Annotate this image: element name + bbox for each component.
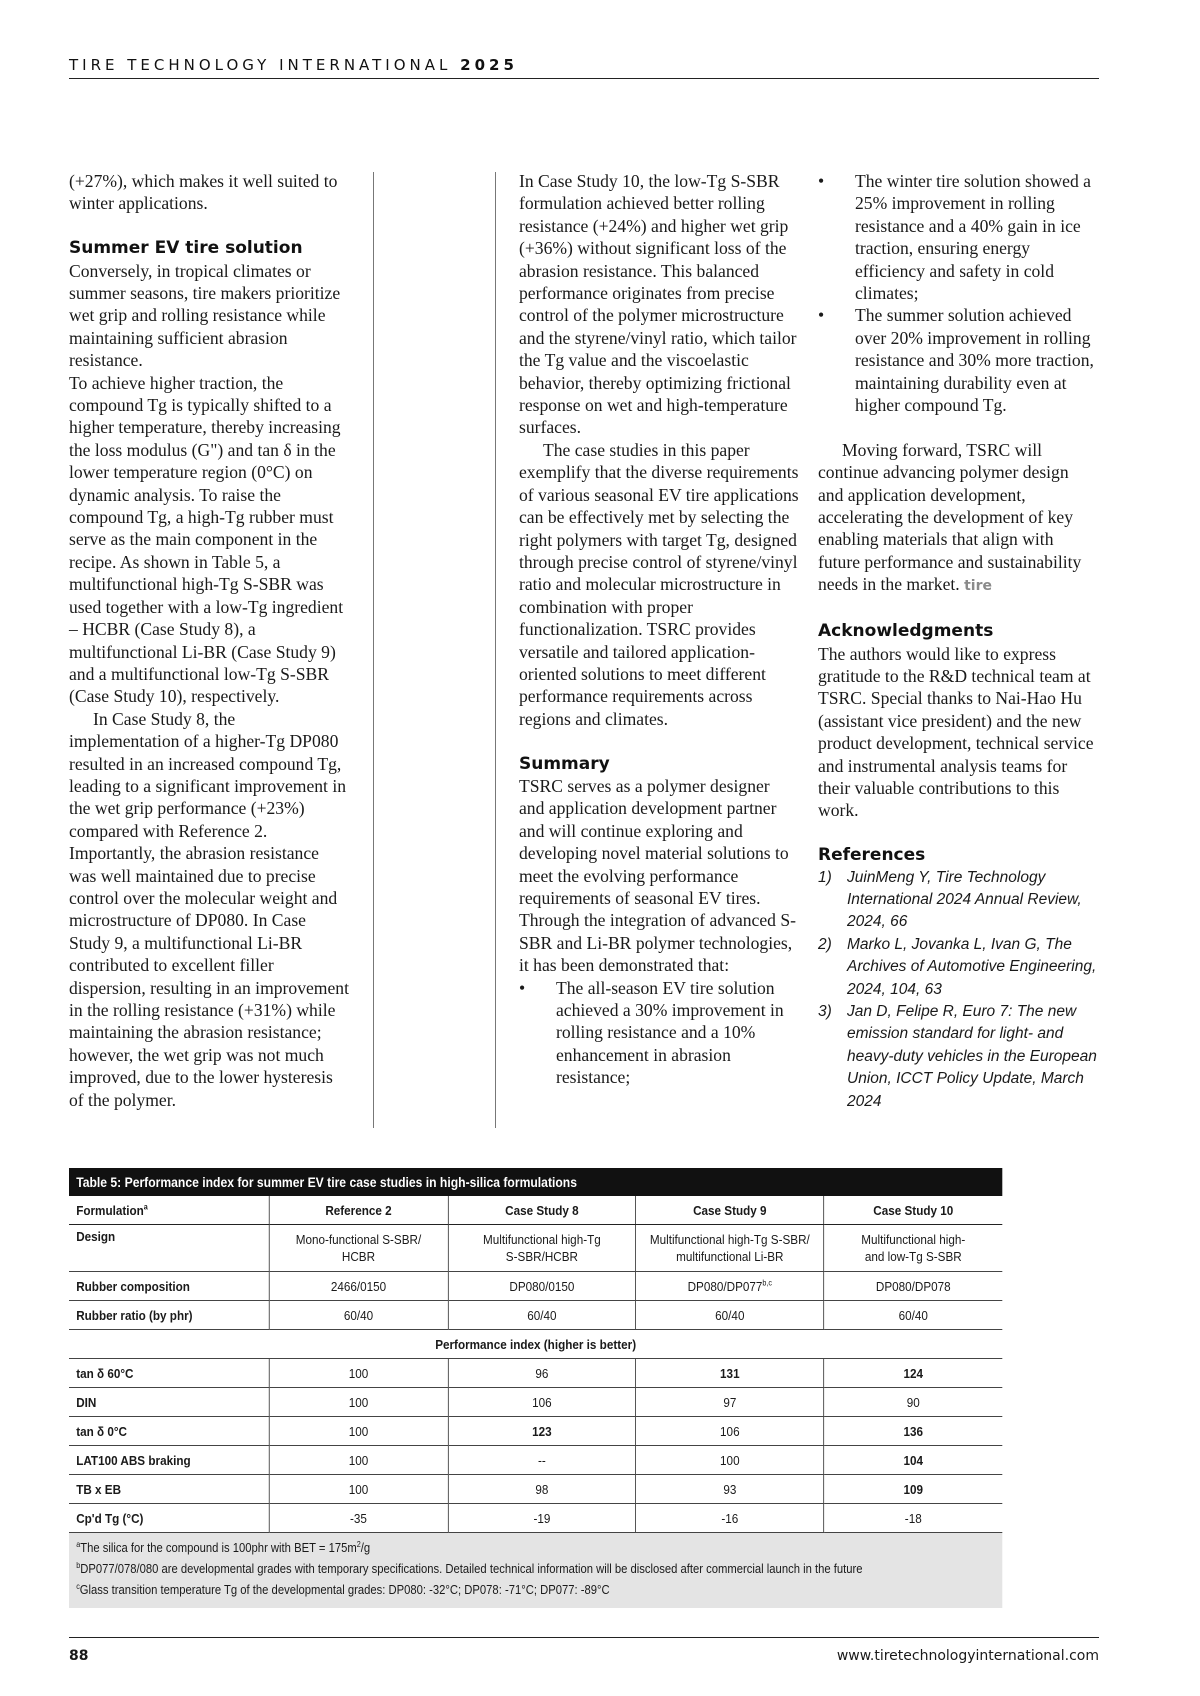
reference-item: 3) Jan D, Felipe R, Euro 7: The new emission standard for light- and heavy-duty vehicles in the European Union, ICCT Policy Update, March 2024 (818, 1002, 1097, 1110)
col3-paragraph-1 (818, 439, 1098, 598)
heading-summary: Summary (519, 753, 610, 774)
heading-summer-ev: Summer EV tire solution (69, 238, 303, 259)
running-head (69, 56, 1099, 74)
col1-paragraph-1: Conversely, in tropical climates or summer seasons, tire makers prioritize wet grip and rolling resistance while maintaining sufficient abrasion resistance. (69, 260, 341, 371)
table-row-design: Design Mono-functional S-SBR/ HCBR Multifunctional high-Tg S-SBR/HCBR Multifunctional high-Tg S-SBR/ multifunctional Li-BR Multifunctional high- and low-Tg S-SBR (69, 1225, 1002, 1272)
bullet-summer: • The summer solution achieved over 20% improvement in rolling resistance and 30% more traction, maintaining durability even at higher compound Tg. (818, 304, 1098, 416)
header-formulation: Formulation$^a$ (69, 1196, 269, 1225)
page-number: 88 (69, 1648, 89, 1664)
issue-year: 2025 (460, 56, 518, 74)
references-list (818, 867, 1098, 1113)
table-row: tan δ 60°C 100 96 131 124 (69, 1359, 1002, 1388)
table-row: Cp'd Tg (°C) -35 -19 -16 -18 (69, 1504, 1002, 1533)
bullet-list-2 (818, 170, 1098, 416)
col1-paragraph-0: (+27%), which makes it well suited to winter applications. (69, 171, 338, 214)
bullet-list-1 (519, 977, 799, 1089)
table-row-perf-heading: Performance index (higher is better) (69, 1330, 1002, 1359)
table-title: Table 5: Performance index for summer EV tire case studies in high-silica formulations (69, 1168, 1002, 1196)
reference-item: 1) JuinMeng Y, Tire Technology International 2024 Annual Review, 2024, 66 (818, 868, 1082, 931)
col1-paragraph-3: In Case Study 8, the implementation of a higher-Tg DP080 resulted in an increased compound Tg, leading to a significant improvement in the wet grip performance (+23%) compared with Reference 2. Importantly, the abrasion resistance was well maintained due to precise control over the molecular weight and microstructure of DP080. In Case Study 9, a multifunctional Li-BR contributed to excellent filler dispersion, resulting in an improvement in the rolling resistance (+31%) while maintaining the abrasion resistance; however, the wet grip was not much improved, due to the lower hysteresis of the polymer. (69, 708, 349, 1110)
acknowledgments-text: The authors would like to express gratitude to the R&D technical team at TSRC. Special thanks to Nai-Hao Hu (assistant vice president) and the new product development, technical service and instrumental analysis teams for their valuable contributions to this work. (818, 643, 1094, 821)
header-rule (69, 78, 1099, 79)
performance-table (69, 1168, 1002, 1533)
column-1 (69, 170, 349, 1111)
column-rule-2 (495, 172, 496, 1128)
column-3 (818, 170, 1098, 1113)
table-row: tan δ 0°C 100 123 106 136 (69, 1417, 1002, 1446)
col2-paragraph-2: The case studies in this paper exemplify that the diverse requirements of various seasonal EV tire applications can be effectively met by selecting the right polymers with target Tg, designed through precise control of styrene/vinyl ratio and molecular microstructure in combination with proper functionalization. TSRC provides versatile and tailored application-oriented solutions to meet different performance requirements across regions and climates. (519, 439, 799, 729)
col3-paragraph-text: Moving forward, TSRC will continue advancing polymer design and application development, accelerating the development of key enabling materials that align with future performance and sustainability needs in the market. (818, 439, 1082, 595)
header-case-study-9: Case Study 9 (636, 1196, 824, 1225)
header-reference-2: Reference 2 (269, 1196, 448, 1225)
header-case-study-10: Case Study 10 (824, 1196, 1003, 1225)
table-row-ratio: Rubber ratio (by phr) 60/40 60/40 60/40 60/40 (69, 1301, 1002, 1330)
website-url: www.tiretechnologyinternational.com (836, 1648, 1099, 1664)
col2-paragraph-3: TSRC serves as a polymer designer and application development partner and will continue exploring and developing novel material solutions to meet the evolving performance requirements of seasonal EV tires. Through the integration of advanced S-SBR and Li-BR polymer technologies, it has been demonstrated that: (519, 775, 797, 976)
bullet-winter: • The winter tire solution showed a 25% improvement in rolling resistance and a 40% gain in ice traction, ensuring energy efficiency and safety in cold climates; (818, 170, 1098, 304)
footer-rule (69, 1637, 1099, 1638)
heading-acknowledgments: Acknowledgments (818, 621, 994, 642)
table-row: DIN 100 106 97 90 (69, 1388, 1002, 1417)
table-header-row (69, 1196, 1002, 1225)
col2-paragraph-1: In Case Study 10, the low-Tg S-SBR formulation achieved better rolling resistance (+24%) and higher wet grip (+36%) without significant loss of the abrasion resistance. This balanced performance originates from precise control of the polymer microstructure and the styrene/vinyl ratio, which tailor the Tg value and the viscoelastic behavior, thereby optimizing frictional response on wet and high-temperature surfaces. (519, 171, 797, 438)
heading-references: References (818, 845, 926, 866)
table-row: LAT100 ABS braking 100 -- 100 104 (69, 1446, 1002, 1475)
footnote-b: $^b$DP077/078/080 are developmental grades with temporary specifications. Detailed technical information will be disclosed after commercial launch in the future (76, 1560, 863, 1576)
header-case-study-8: Case Study 8 (448, 1196, 636, 1225)
footnote-c: $^c$Glass transition temperature Tg of the developmental grades: DP080: -32°C; DP078: -71°C; DP077: -89°C (76, 1581, 610, 1597)
table-row-composition: Rubber composition 2466/0150 DP080/0150 DP080/DP077$^{b,c}$ DP080/DP078 (69, 1272, 1002, 1301)
bullet-all-season: • The all-season EV tire solution achieved a 30% improvement in rolling resistance and a 10% enhancement in abrasion resistance; (519, 977, 799, 1089)
table-5 (69, 1168, 1002, 1608)
table-footnotes (69, 1533, 1002, 1608)
magazine-name: TIRE TECHNOLOGY INTERNATIONAL (69, 56, 452, 74)
end-mark-tire-logo: tire (964, 578, 992, 595)
footnote-a: $^a$The silica for the compound is 100phr with BET = $175m^2/g$ (76, 1539, 371, 1555)
column-rule-1 (373, 172, 374, 1128)
col1-paragraph-2: To achieve higher traction, the compound Tg is typically shifted to a higher temperature, thereby increasing the loss modulus (G") and tan δ in the lower temperature region (0°C) on dynamic analysis. To raise the compound Tg, a high-Tg rubber must serve as the main component in the recipe. As shown in Table 5, a multifunctional high-Tg S-SBR was used together with a low-Tg ingredient – HCBR (Case Study 8), a multifunctional Li-BR (Case Study 9) and a multifunctional low-Tg S-SBR (Case Study 10), respectively. (69, 372, 344, 707)
column-2 (519, 170, 799, 1089)
table-row: TB x EB 100 98 93 109 (69, 1475, 1002, 1504)
reference-item: 2) Marko L, Jovanka L, Ivan G, The Archives of Automotive Engineering, 2024, 104, 63 (818, 935, 1097, 998)
